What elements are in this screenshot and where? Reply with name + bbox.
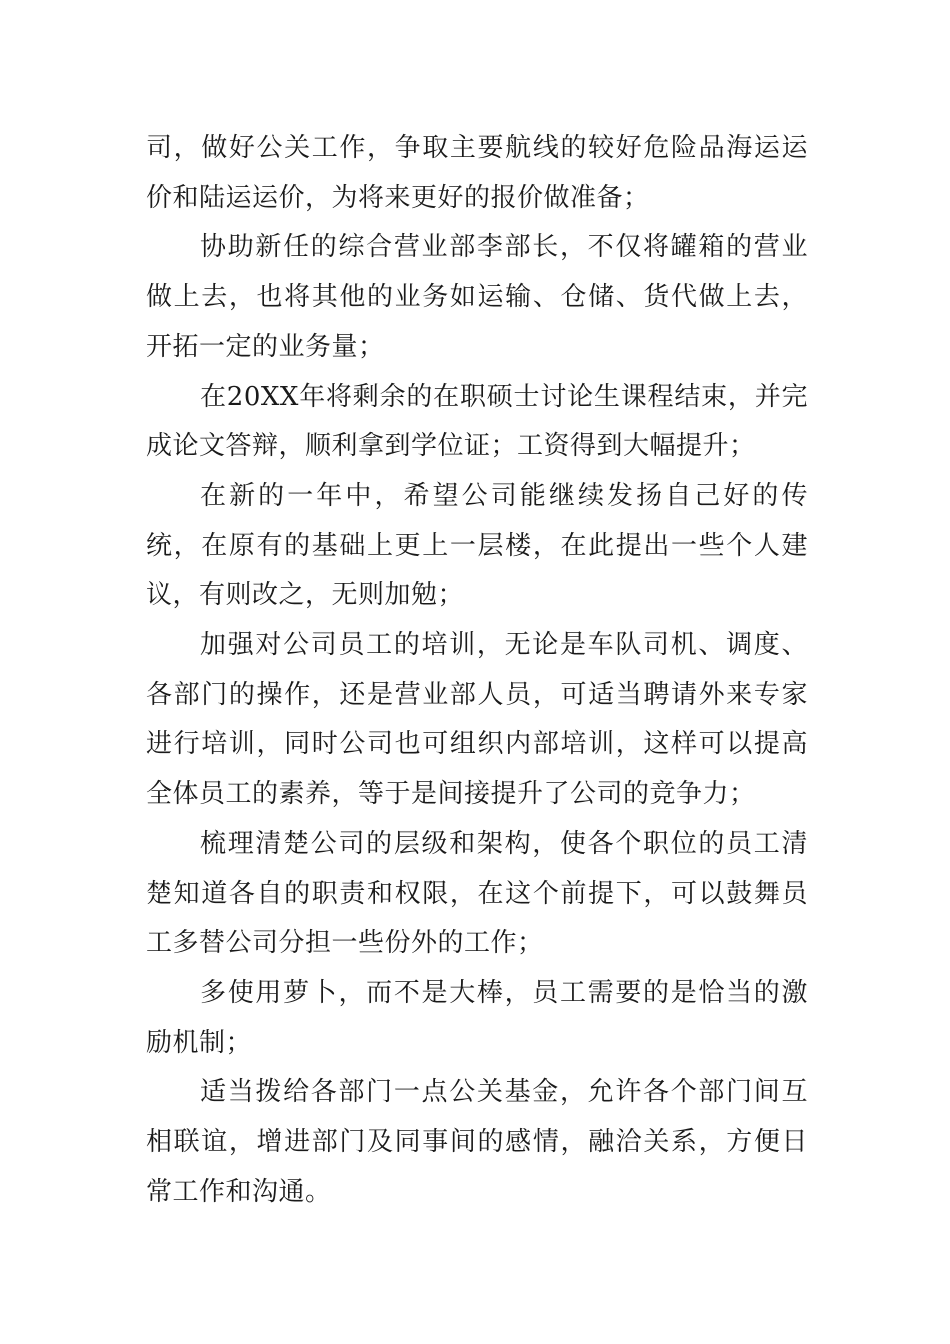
paragraph-6: 梳理清楚公司的层级和架构，使各个职位的员工清楚知道各自的职责和权限，在这个前提下，可以鼓舞员工多替公司分担一些份外的工作； [146,828,808,959]
paragraph-2: 协助新任的综合营业部李部长，不仅将罐箱的营业做上去，也将其他的业务如运输、仓储、货代做上去，开拓一定的业务量； [146,232,808,362]
paragraph-7: 多使用萝卜，而不是大棒，员工需要的是恰当的激励机制； [146,977,808,1058]
paragraph-4: 在新的一年中，希望公司能继续发扬自己好的传统，在原有的基础上更上一层楼，在此提出一些个人建议，有则改之，无则加勉； [146,480,808,611]
paragraph-3: 在20XX年将剩余的在职硕士讨论生课程结束，并完成论文答辩，顺利拿到学位证；工资得到大幅提升； [146,381,808,462]
paragraph-8: 适当拨给各部门一点公关基金，允许各个部门间互相联谊，增进部门及同事间的感情，融洽关系，方便日常工作和沟通。 [146,1077,808,1207]
document-body [146,124,808,1217]
paragraph-5: 加强对公司员工的培训，无论是车队司机、调度、各部门的操作，还是营业部人员，可适当聘请外来专家进行培训，同时公司也可组织内部培训，这样可以提高全体员工的素养，等于是间接提升了公司的竞争力； [146,630,808,810]
paragraph-1: 司，做好公关工作，争取主要航线的较好危险品海运运价和陆运运价，为将来更好的报价做准备； [146,133,808,213]
